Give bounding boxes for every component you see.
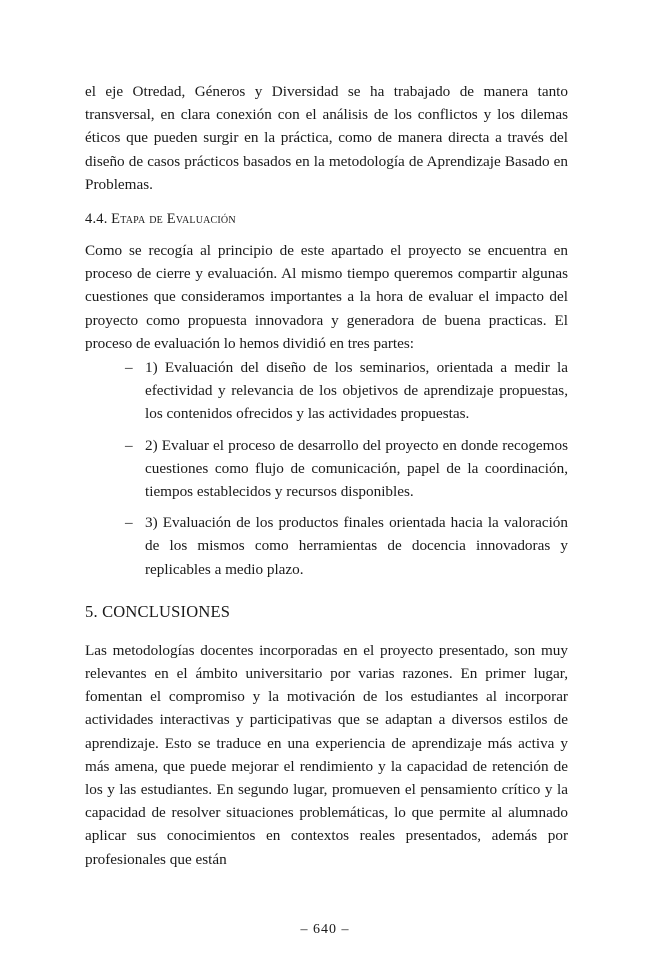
evaluation-list	[85, 356, 568, 581]
list-dash: –	[125, 436, 133, 454]
conclusions-paragraph: Las metodologías docentes incorporadas en el proyecto presentado, son muy relevantes en el ámbito universitario por varias razones. En primer lugar, fomentan el compromiso y la motivación de los estudiantes al incorporar actividades interactivas y participativas que se adaptan a diversos estilos de aprendizaje. Esto se traduce en una experiencia de aprendizaje más activa y más amena, que puede mejorar el rendimiento y la capacidad de retención de los y las estudiantes. En segundo lugar, promueven el pensamiento crítico y la capacidad de resolver situaciones problemáticas, lo que permite al alumnado aplicar sus conocimientos en contextos reales presentados, además por profesionales que están	[85, 641, 568, 868]
page-body	[85, 80, 568, 871]
list-item-text: 1) Evaluación del diseño de los seminarios, orientada a medir la efectividad y relevancia de los objetivos de aprendizaje propuestas, los contenidos ofrecidos y las actividades propuestas.	[145, 359, 568, 423]
list-item	[85, 356, 568, 426]
list-item-text: 2) Evaluar el proceso de desarrollo del proyecto en donde recogemos cuestiones como flujo de comunicación, papel de la coordinación, tiempos establecidos y recursos disponibles.	[145, 436, 568, 501]
subsection-number: 4.4.	[85, 211, 108, 228]
list-item	[85, 511, 568, 581]
list-item	[85, 434, 568, 504]
list-dash: –	[125, 359, 133, 377]
subsection-heading	[85, 209, 568, 229]
list-dash: –	[125, 514, 133, 532]
evaluation-paragraph: Como se recogía al principio de este apartado el proyecto se encuentra en proceso de cierre y evaluación. Al mismo tiempo queremos compartir algunas cuestiones que consideramos importantes a la hora de evaluar el impacto del proyecto como propuesta innovadora y generadora de buena practicas. El proceso de evaluación lo hemos dividió en tres partes:	[85, 242, 568, 352]
section-heading: 5. CONCLUSIONES	[85, 601, 231, 621]
intro-paragraph: el eje Otredad, Géneros y Diversidad se ha trabajado de manera tanto transversal, en clara conexión con el análisis de los conflictos y los dilemas éticos que pueden surgir en la práctica, como de manera directa a través del diseño de casos prácticos basados en la metodología de Aprendizaje Basado en Problemas.	[85, 83, 568, 193]
list-item-text: 3) Evaluación de los productos finales orientada hacia la valoración de los mismos como herramientas de docencia innovadoras y replicables a medio plazo.	[145, 514, 568, 578]
subsection-title: Etapa de Evaluación	[111, 211, 236, 228]
page-number: – 640 –	[300, 922, 350, 937]
